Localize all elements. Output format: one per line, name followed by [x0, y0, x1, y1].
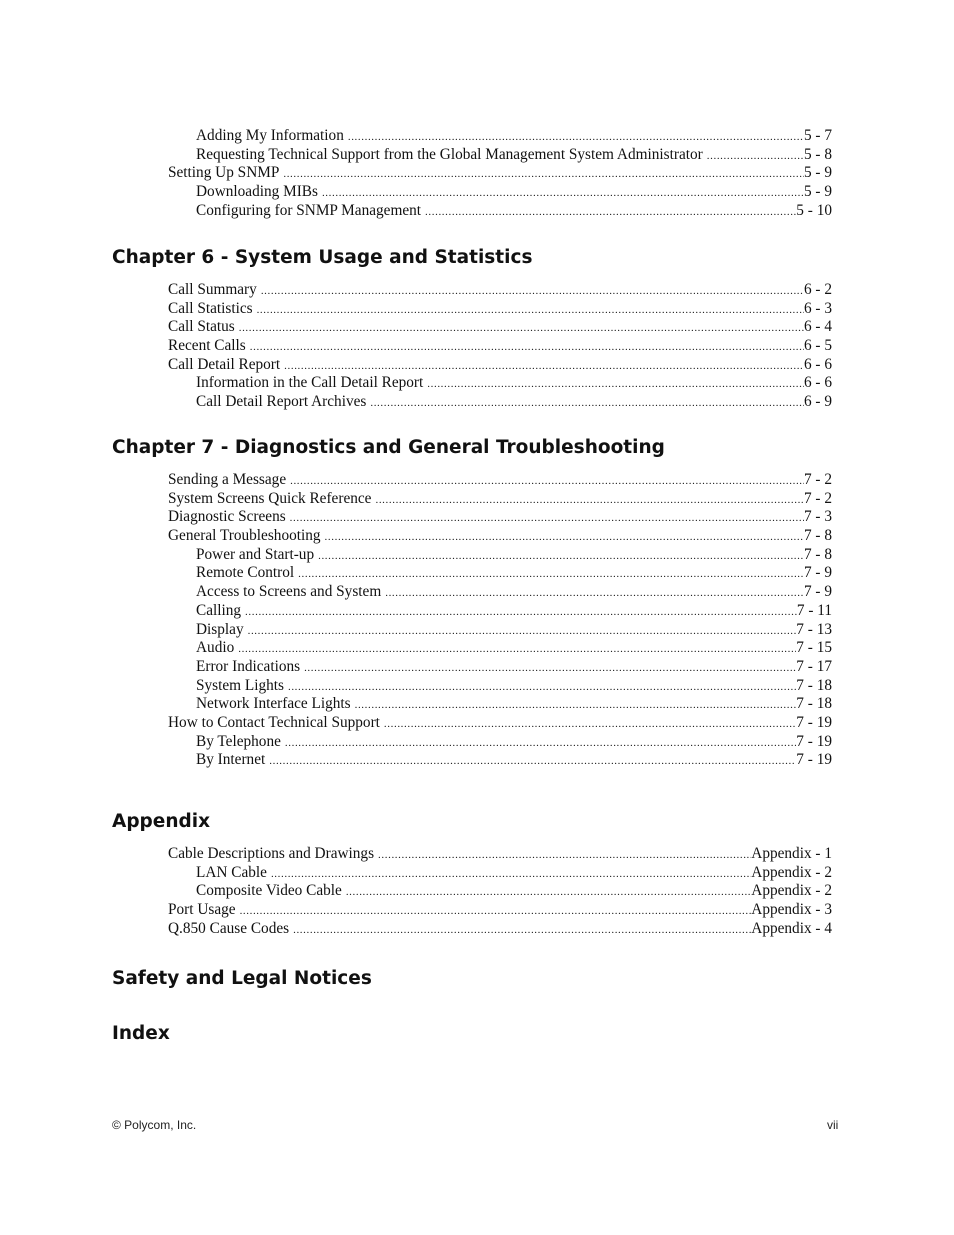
- dot-leader: [346, 887, 751, 898]
- toc-entry[interactable]: [168, 356, 832, 375]
- dot-leader: [290, 476, 804, 487]
- toc-entry[interactable]: [196, 183, 832, 202]
- toc-entry[interactable]: [196, 882, 832, 901]
- toc-entry[interactable]: [196, 564, 832, 583]
- toc-entry-page: 5 - 9: [803, 183, 832, 201]
- toc-entry[interactable]: [168, 281, 832, 300]
- chapter-7-heading[interactable]: Chapter 7 - Diagnostics and General Troubleshooting: [112, 437, 665, 458]
- toc-entry-label: Cable Descriptions and Drawings: [168, 845, 375, 862]
- dot-leader: [285, 738, 796, 749]
- dot-leader: [269, 756, 796, 767]
- toc-entry-label: LAN Cable: [196, 863, 267, 881]
- toc-section-continued: [0, 127, 954, 220]
- toc-entry-page: 7 - 18: [796, 695, 832, 713]
- toc-entry[interactable]: [168, 920, 832, 939]
- toc-entry-label: How to Contact Technical Support: [168, 713, 380, 731]
- toc-entry-page: 7 - 2: [803, 489, 832, 507]
- dot-leader: [385, 588, 804, 599]
- toc-entry[interactable]: [196, 864, 832, 883]
- toc-entry-page: Appendix - 2: [751, 863, 832, 881]
- toc-entry-page: 5 - 10: [796, 201, 832, 219]
- toc-entry-page: 7 - 18: [796, 676, 832, 694]
- toc-entry-page: Appendix - 1: [751, 845, 832, 862]
- toc-entry-page: 7 - 9: [803, 564, 832, 582]
- toc-entry-page: 6 - 9: [803, 393, 832, 411]
- toc-entry-label: System Lights: [196, 676, 284, 694]
- appendix-heading[interactable]: Appendix: [112, 811, 211, 832]
- toc-entry[interactable]: [168, 300, 832, 319]
- dot-leader: [378, 850, 751, 861]
- dot-leader: [707, 151, 804, 162]
- dot-leader: [304, 663, 796, 674]
- toc-entry[interactable]: [168, 318, 832, 337]
- toc-entry-page: 7 - 19: [796, 751, 832, 769]
- toc-entry[interactable]: [196, 677, 832, 696]
- dot-leader: [271, 869, 751, 880]
- toc-entry-page: 7 - 8: [803, 527, 832, 545]
- toc-entry[interactable]: [196, 127, 832, 146]
- toc-entry-label: Sending a Message: [168, 471, 287, 488]
- dot-leader: [250, 342, 804, 353]
- toc-entry[interactable]: [168, 714, 832, 733]
- footer-page-number: vii: [827, 1118, 839, 1132]
- dot-leader: [248, 626, 797, 637]
- toc-entry-page: 7 - 11: [796, 601, 832, 619]
- chapter-6-entries: [0, 281, 954, 412]
- dot-leader: [318, 551, 804, 562]
- dot-leader: [348, 132, 804, 143]
- toc-entry-page: Appendix - 3: [751, 901, 832, 919]
- dot-leader: [298, 569, 804, 580]
- toc-entry-label: Access to Screens and System: [196, 583, 382, 601]
- toc-entry[interactable]: [168, 490, 832, 509]
- toc-entry-page: 6 - 3: [803, 299, 832, 317]
- toc-entry-label: Information in the Call Detail Report: [196, 374, 424, 392]
- dot-leader: [427, 379, 804, 390]
- toc-entry-label: Q.850 Cause Codes: [168, 919, 290, 937]
- toc-entry[interactable]: [196, 602, 832, 621]
- toc-entry-label: Remote Control: [196, 564, 295, 582]
- toc-entry[interactable]: [196, 374, 832, 393]
- toc-entry[interactable]: [196, 583, 832, 602]
- toc-entry-page: 7 - 2: [803, 471, 832, 488]
- toc-entry[interactable]: [168, 527, 832, 546]
- toc-entry-label: Network Interface Lights: [196, 695, 351, 713]
- chapter-7-entries: [0, 471, 954, 770]
- toc-entry-label: System Screens Quick Reference: [168, 489, 372, 507]
- toc-entry-label: Call Summary: [168, 281, 257, 298]
- toc-entry-label: Calling: [196, 601, 242, 619]
- toc-entry[interactable]: [196, 202, 832, 221]
- safety-heading[interactable]: Safety and Legal Notices: [112, 968, 372, 989]
- toc-entry-page: Appendix - 4: [751, 919, 832, 937]
- dot-leader: [261, 286, 804, 297]
- dot-leader: [240, 906, 752, 917]
- toc-entry[interactable]: [196, 546, 832, 565]
- toc-entry-label: By Internet: [196, 751, 266, 769]
- dot-leader: [284, 361, 804, 372]
- toc-entry-page: Appendix - 2: [751, 882, 832, 900]
- toc-entry-label: Audio: [196, 639, 235, 657]
- dot-leader: [283, 169, 804, 180]
- toc-entry-page: 7 - 15: [796, 639, 832, 657]
- toc-entry-page: 7 - 9: [803, 583, 832, 601]
- toc-entry-page: 7 - 19: [796, 713, 832, 731]
- toc-entry-label: Downloading MIBs: [196, 183, 318, 201]
- toc-entry[interactable]: [196, 658, 832, 677]
- index-heading[interactable]: Index: [112, 1023, 170, 1044]
- dot-leader: [325, 532, 804, 543]
- toc-entry-page: 6 - 5: [803, 337, 832, 355]
- toc-entry[interactable]: [196, 621, 832, 640]
- toc-entry-label: General Troubleshooting: [168, 527, 321, 545]
- toc-entry[interactable]: [196, 146, 832, 165]
- dot-leader: [384, 719, 796, 730]
- toc-entry-page: 7 - 8: [803, 545, 832, 563]
- toc-entry-page: 7 - 3: [803, 508, 832, 526]
- dot-leader: [239, 323, 804, 334]
- dot-leader: [425, 207, 796, 218]
- toc-entry[interactable]: [168, 508, 832, 527]
- toc-entry-label: Diagnostic Screens: [168, 508, 286, 526]
- toc-entry[interactable]: [196, 393, 832, 412]
- toc-entry-label: Display: [196, 620, 244, 638]
- toc-entry-label: Setting Up SNMP: [168, 164, 280, 182]
- toc-entry-label: Requesting Technical Support from the Global Management System Administrator: [196, 145, 703, 163]
- toc-entry-page: 5 - 7: [803, 127, 832, 144]
- toc-entry[interactable]: [196, 639, 832, 658]
- chapter-6-heading[interactable]: Chapter 6 - System Usage and Statistics: [112, 247, 533, 268]
- toc-entry-page: 6 - 6: [803, 355, 832, 373]
- dot-leader: [257, 305, 804, 316]
- dot-leader: [370, 398, 804, 409]
- dot-leader: [290, 513, 804, 524]
- toc-entry-label: Recent Calls: [168, 337, 246, 355]
- dot-leader: [238, 644, 796, 655]
- toc-entry[interactable]: [196, 733, 832, 752]
- toc-entry-label: Call Detail Report Archives: [196, 393, 367, 411]
- toc-entry[interactable]: [168, 901, 832, 920]
- dot-leader: [288, 682, 796, 693]
- toc-entry-label: Adding My Information: [196, 127, 344, 144]
- toc-entry-label: Configuring for SNMP Management: [196, 201, 422, 219]
- toc-entry-page: 7 - 19: [796, 732, 832, 750]
- toc-entry-page: 6 - 2: [803, 281, 832, 298]
- toc-entry-label: Power and Start-up: [196, 545, 315, 563]
- toc-entry-page: 7 - 17: [796, 657, 832, 675]
- toc-entry-label: Port Usage: [168, 901, 236, 919]
- dot-leader: [293, 925, 751, 936]
- toc-entry[interactable]: [168, 164, 832, 183]
- toc-entry-page: 6 - 4: [803, 318, 832, 336]
- dot-leader: [322, 188, 804, 199]
- toc-entry-label: Error Indications: [196, 657, 301, 675]
- toc-entry-label: Composite Video Cable: [196, 882, 342, 900]
- toc-entry-label: Call Statistics: [168, 299, 253, 317]
- toc-entry[interactable]: [168, 337, 832, 356]
- toc-entry[interactable]: [196, 751, 832, 770]
- dot-leader: [355, 700, 797, 711]
- dot-leader: [375, 495, 803, 506]
- appendix-entries: [0, 845, 954, 938]
- toc-entry[interactable]: [196, 695, 832, 714]
- toc-entry-label: Call Detail Report: [168, 355, 281, 373]
- toc-entry-page: 7 - 13: [796, 620, 832, 638]
- dot-leader: [245, 607, 797, 618]
- toc-entry-page: 5 - 8: [803, 145, 832, 163]
- toc-entry-page: 6 - 6: [803, 374, 832, 392]
- toc-entry[interactable]: [168, 845, 832, 864]
- toc-entry[interactable]: [168, 471, 832, 490]
- footer-copyright: © Polycom, Inc.: [112, 1118, 197, 1132]
- toc-entry-page: 5 - 9: [803, 164, 832, 182]
- toc-entry-label: Call Status: [168, 318, 235, 336]
- toc-entry-label: By Telephone: [196, 732, 281, 750]
